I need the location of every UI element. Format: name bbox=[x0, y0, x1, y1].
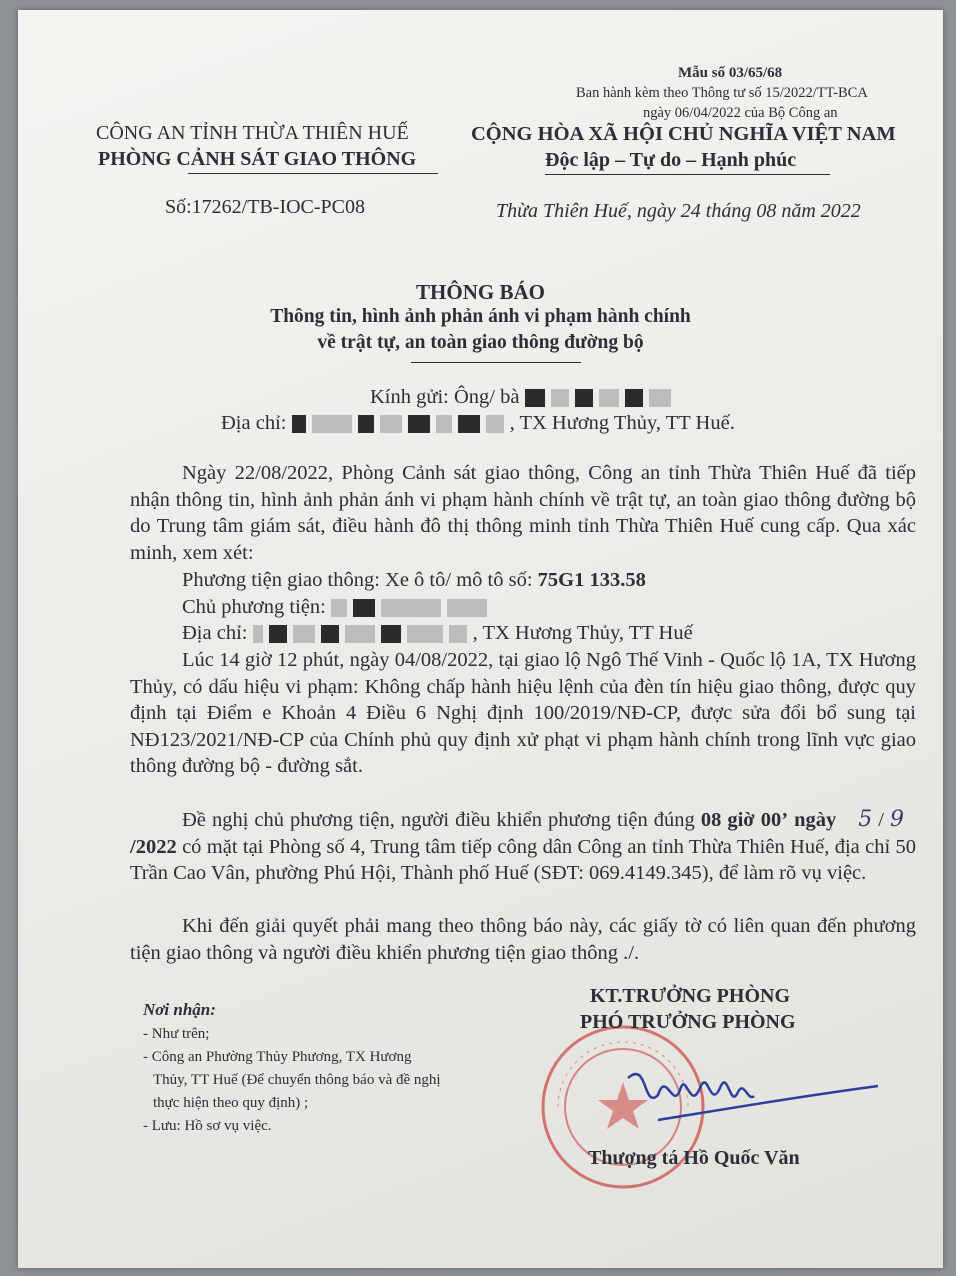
agency-name: PHÒNG CẢNH SÁT GIAO THÔNG bbox=[98, 148, 417, 170]
agency-parent: CÔNG AN TỈNH THỪA THIÊN HUẾ bbox=[96, 122, 409, 144]
signature-scribble bbox=[618, 1050, 888, 1145]
license-plate: 75G1 133.58 bbox=[537, 569, 646, 591]
form-code: Mẫu số 03/65/68 bbox=[678, 65, 783, 81]
redacted-address bbox=[292, 415, 306, 433]
form-issued-line1: Ban hành kèm theo Thông tư số 15/2022/TT-BCA bbox=[576, 85, 868, 101]
redacted-name bbox=[525, 389, 545, 407]
owner-address-line bbox=[182, 620, 693, 646]
recipients-title: Nơi nhận: bbox=[143, 1000, 216, 1019]
redacted-owner bbox=[331, 599, 347, 617]
recipients-item-3: - Lưu: Hồ sơ vụ việc. bbox=[143, 1118, 272, 1134]
title-underline bbox=[411, 362, 581, 363]
document-subtitle-line1: Thông tin, hình ảnh phản ánh vi phạm hành chính bbox=[270, 306, 691, 327]
recipient-address-label: Địa chỉ: bbox=[221, 412, 287, 434]
owner-address-label: Địa chỉ: bbox=[182, 622, 248, 644]
recipients-item-2a: - Công an Phường Thủy Phương, TX Hương bbox=[143, 1049, 412, 1065]
recipients-item-2b: Thủy, TT Huế (Để chuyển thông báo và đề nghị bbox=[153, 1072, 441, 1088]
recipient-address-tail: , TX Hương Thủy, TT Huế. bbox=[509, 412, 735, 434]
document-number: Số:17262/TB-IOC-PC08 bbox=[165, 196, 366, 218]
agency-underline bbox=[188, 173, 438, 174]
summons-year: /2022 bbox=[130, 835, 177, 858]
paragraph-received: Ngày 22/08/2022, Phòng Cảnh sát giao thông, Công an tỉnh Thừa Thiên Huế đã tiếp nhận thông tin, hình ảnh phản ánh vi phạm hành chính về trật tự, an toàn giao thông đường bộ do Trung tâm giám sát, điều hành đô thị thông minh tỉnh Thừa Thiên Huế cung cấp. Qua xác minh, xem xét: bbox=[130, 462, 916, 564]
owner-address-tail: , TX Hương Thủy, TT Huế bbox=[472, 622, 693, 644]
place-date: Thừa Thiên Huế, ngày 24 tháng 08 năm 2022 bbox=[496, 200, 861, 222]
document-title: THÔNG BÁO bbox=[416, 280, 545, 304]
document-page bbox=[18, 10, 943, 1268]
recipients-item-2c: thực hiện theo quy định) ; bbox=[153, 1095, 309, 1111]
owner-line bbox=[182, 594, 493, 620]
paragraph-summons: Đề nghị chủ phương tiện, người điều khiển phương tiện đúng 08 giờ 00’ ngày 5 / 9/2022 có mặt tại Phòng số 4, Trung tâm tiếp công dân Công an tỉnh Thừa Thiên Huế, địa chỉ 50 Trần Cao Vân, phường Phú Hội, Thành phố Huế (SĐT: 069.4149.345), để làm rõ vụ việc. bbox=[130, 807, 916, 884]
form-issued-line2: ngày 06/04/2022 của Bộ Công an bbox=[643, 105, 838, 121]
country-name: CỘNG HÒA XÃ HỘI CHỦ NGHĨA VIỆT NAM bbox=[471, 123, 896, 145]
summons-text-b: có mặt tại Phòng số 4, Trung tâm tiếp công dân Công an tỉnh Thừa Thiên Huế, địa chỉ 50 Trần Cao Vân, phường Phú Hội, Thành phố Huế (SĐT: 069.4149.345), để làm rõ vụ việc. bbox=[130, 835, 916, 884]
national-motto: Độc lập – Tự do – Hạnh phúc bbox=[545, 149, 797, 171]
signer-name: Thượng tá Hồ Quốc Văn bbox=[588, 1147, 800, 1169]
summons-text-a: Đề nghị chủ phương tiện, người điều khiển phương tiện đúng bbox=[182, 809, 701, 831]
paragraph-instructions: Khi đến giải quyết phải mang theo thông báo này, các giấy tờ có liên quan đến phương tiện giao thông và người điều khiển phương tiện giao thông ./. bbox=[130, 915, 916, 964]
owner-label: Chủ phương tiện: bbox=[182, 596, 326, 618]
salutation-line bbox=[370, 384, 677, 410]
signer-role-1: KT.TRƯỞNG PHÒNG bbox=[590, 985, 790, 1007]
summons-time: 08 giờ 00’ bbox=[700, 809, 789, 831]
motto-underline bbox=[545, 174, 830, 175]
summons-day-label: ngày bbox=[794, 809, 837, 831]
paragraph-violation: Lúc 14 giờ 12 phút, ngày 04/08/2022, tại giao lộ Ngô Thế Vinh - Quốc lộ 1A, TX Hương Thủy, có dấu hiệu vi phạm: Không chấp hành hiệu lệnh của đèn tín hiệu giao thông, được quy định tại Điểm e Khoản 4 Điều 6 Nghị định 100/2019/NĐ-CP, được sửa đổi bổ sung tại NĐ123/2021/NĐ-CP của Chính phủ quy định xử phạt vi phạm hành chính trong lĩnh vực giao thông đường bộ - đường sắt. bbox=[130, 649, 916, 777]
salutation-text: Kính gửi: Ông/ bà bbox=[370, 386, 520, 408]
document-subtitle-line2: về trật tự, an toàn giao thông đường bộ bbox=[317, 332, 644, 353]
redacted-owner-address bbox=[253, 625, 263, 643]
vehicle-line bbox=[182, 567, 646, 593]
handwritten-day: 5 bbox=[858, 807, 873, 832]
vehicle-label: Phương tiện giao thông: Xe ô tô/ mô tô số: bbox=[182, 569, 538, 591]
handwritten-month: 9 bbox=[890, 807, 905, 832]
recipients-item-1: - Như trên; bbox=[143, 1026, 210, 1042]
signer-role-2: PHÓ TRƯỞNG PHÒNG bbox=[580, 1011, 796, 1033]
recipient-address-line bbox=[221, 410, 735, 436]
